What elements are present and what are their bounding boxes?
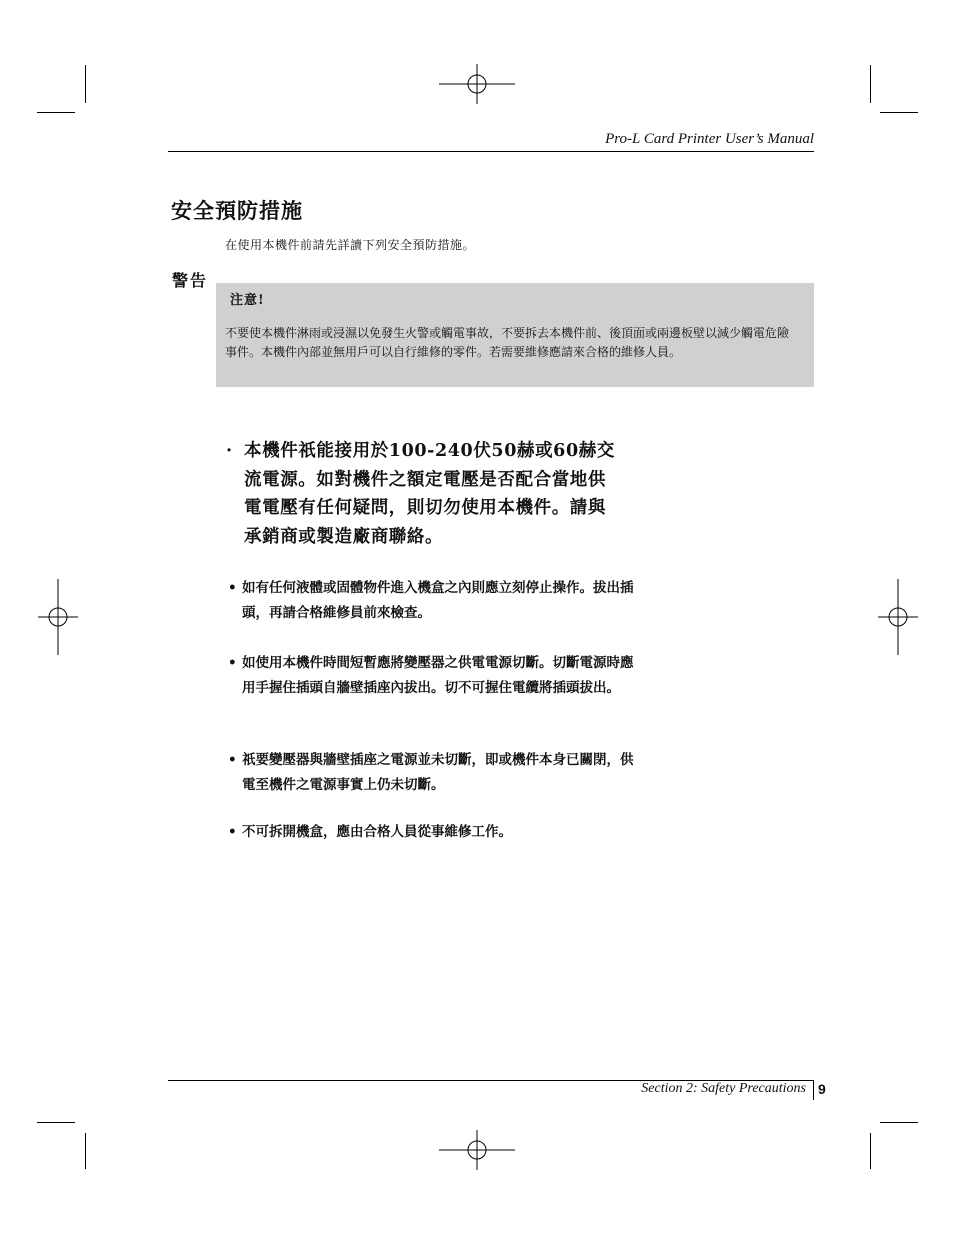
registration-mark-icon — [439, 46, 515, 122]
bullet-icon: • — [228, 580, 237, 596]
crop-mark — [880, 1122, 918, 1123]
caution-text: 不要使本機件淋雨或浸濕以免發生火警或觸電事故，不要拆去本機件前、後頂面或兩邊板壁以減少觸電危險事件。本機件內部並無用戶可以自行維修的零件。若需要維修應請來合格的維修人員。 — [225, 326, 790, 359]
crop-mark — [870, 1133, 871, 1169]
registration-mark-icon — [439, 1112, 515, 1188]
intro-text: 在使用本機件前請先詳讀下列安全預防措施。 — [225, 238, 476, 252]
footer-divider — [813, 1081, 814, 1100]
bullet-text: 如有任何液體或固體物件進入機盒之內則應立刻停止操作。拔出插頭，再請合格維修員前來檢查。 — [242, 580, 634, 621]
registration-mark-icon — [860, 579, 936, 655]
footer-section-title: Section 2: Safety Precautions — [641, 1081, 806, 1096]
crop-mark — [85, 1133, 86, 1169]
bullet-icon: · — [226, 441, 233, 461]
list-item — [228, 576, 638, 625]
crop-mark — [880, 112, 918, 113]
list-item — [228, 820, 638, 845]
bullet-icon: • — [228, 752, 237, 768]
page-title: 安全預防措施 — [171, 198, 303, 223]
warning-heading: 警告 — [172, 271, 209, 290]
page-number: 9 — [818, 1081, 826, 1097]
crop-mark — [870, 65, 871, 103]
crop-mark — [37, 112, 75, 113]
list-item — [228, 651, 638, 700]
bullet-icon: • — [228, 824, 237, 840]
caution-label: 注意! — [230, 293, 265, 308]
registration-mark-icon — [20, 579, 96, 655]
caution-box — [216, 283, 814, 387]
running-header: Pro-L Card Printer User’s Manual — [605, 131, 814, 147]
bullet-text: 如使用本機件時間短暫應將變壓器之供電電源切斷。切斷電源時應用手握住插頭自牆壁插座內拔出。切不可握住電纜將插頭拔出。 — [242, 655, 634, 696]
crop-mark — [37, 1122, 75, 1123]
bullet-text: 祇要變壓器與牆壁插座之電源並未切斷，即或機件本身已關閉，供電至機件之電源事實上仍未切斷。 — [242, 752, 634, 793]
bullet-text: 本機件祇能接用於100-240伏50赫或60赫交流電源。如對機件之額定電壓是否配合當地供電電壓有任何疑問，則切勿使用本機件。請與承銷商或製造廠商聯絡。 — [244, 441, 615, 547]
crop-mark — [85, 65, 86, 103]
header-rule — [168, 151, 814, 152]
list-item — [226, 437, 621, 551]
bullet-text: 不可拆開機盒，應由合格人員從事維修工作。 — [242, 824, 512, 840]
list-item — [228, 748, 638, 797]
bullet-icon: • — [228, 655, 237, 671]
